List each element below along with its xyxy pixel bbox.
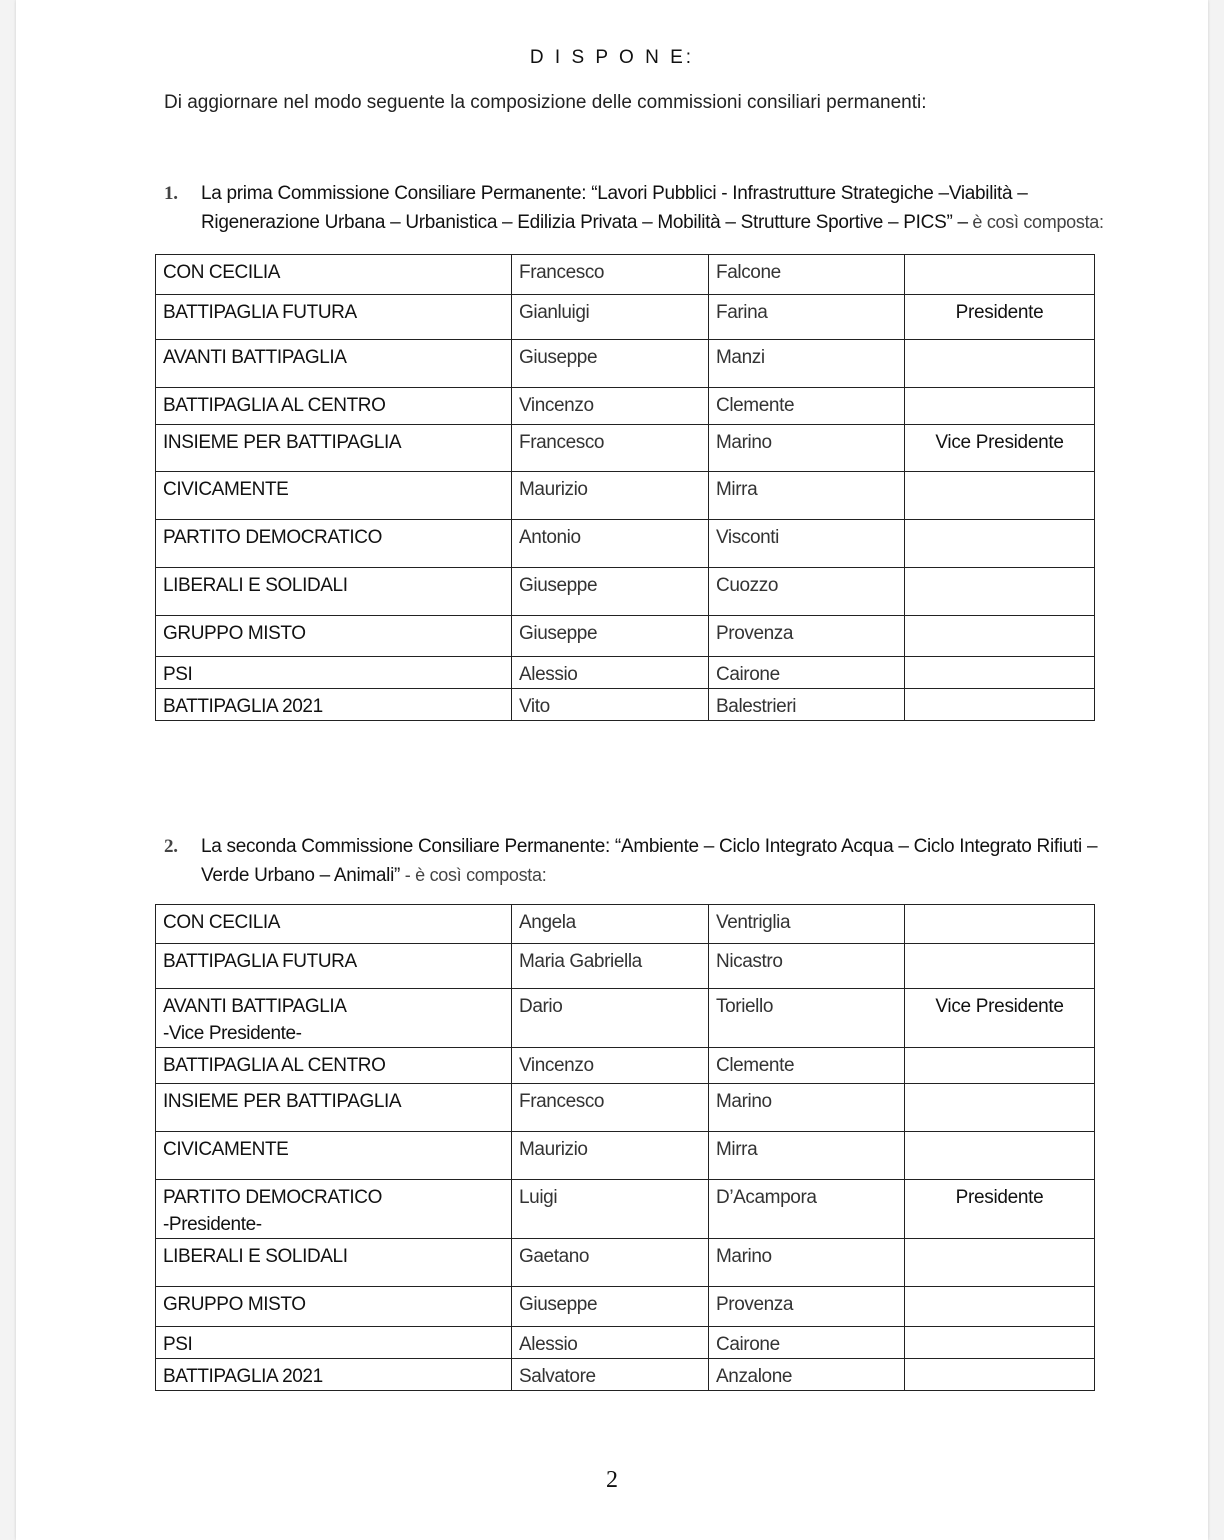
- first-name-cell: Francesco: [512, 1084, 709, 1132]
- table-row: [156, 905, 1095, 944]
- last-name-cell: Nicastro: [709, 944, 905, 989]
- group-name: CON CECILIA: [163, 912, 281, 933]
- group-role-note: -Presidente-: [163, 1214, 262, 1235]
- role-cell: [905, 1239, 1095, 1287]
- first-name-cell: Vito: [512, 689, 709, 721]
- role-cell: [905, 255, 1095, 295]
- last-name-cell: Marino: [709, 1239, 905, 1287]
- last-name-cell: Visconti: [709, 520, 905, 568]
- last-name-cell: Mirra: [709, 1132, 905, 1180]
- table-row: [156, 1084, 1095, 1132]
- first-name-cell: Francesco: [512, 425, 709, 472]
- role-cell: [905, 520, 1095, 568]
- group-name: PSI: [163, 1334, 193, 1355]
- table-row: [156, 295, 1095, 340]
- group-name: LIBERALI E SOLIDALI: [163, 1246, 348, 1267]
- first-name-cell: Gaetano: [512, 1239, 709, 1287]
- table-row: [156, 689, 1095, 721]
- table-row: [156, 944, 1095, 989]
- group-name: INSIEME PER BATTIPAGLIA: [163, 432, 402, 453]
- first-name-cell: Salvatore: [512, 1359, 709, 1391]
- last-name-cell: D’Acampora: [709, 1180, 905, 1239]
- table-row: [156, 520, 1095, 568]
- table-row: [156, 568, 1095, 616]
- group-cell: [156, 1132, 512, 1180]
- section-title-main: La seconda Commissione Consiliare Permanente: “Ambiente – Ciclo Integrato Acqua – Ciclo Integrato Rifiuti – Verde Urbano – Animali”: [201, 836, 1098, 886]
- first-name-cell: Giuseppe: [512, 616, 709, 657]
- group-cell: [156, 255, 512, 295]
- role-cell: [905, 1048, 1095, 1084]
- section-title-text: [201, 833, 1114, 890]
- role-cell: [905, 616, 1095, 657]
- table-row: [156, 1239, 1095, 1287]
- first-name-cell: Giuseppe: [512, 1287, 709, 1327]
- section-title-main: La prima Commissione Consiliare Permanente: “Lavori Pubblici - Infrastrutture Strategiche –Viabilità – Rigenerazione Urbana – Urbanistica – Edilizia Privata – Mobilità – Strutture Sportive – PICS” –: [201, 183, 1028, 233]
- table-row: [156, 1132, 1095, 1180]
- last-name-cell: Clemente: [709, 1048, 905, 1084]
- group-cell: [156, 616, 512, 657]
- table-row: [156, 1048, 1095, 1084]
- section-number: 1.: [164, 183, 178, 204]
- group-cell: [156, 520, 512, 568]
- group-name: BATTIPAGLIA AL CENTRO: [163, 1055, 386, 1076]
- first-name-cell: Giuseppe: [512, 340, 709, 388]
- group-name: INSIEME PER BATTIPAGLIA: [163, 1091, 402, 1112]
- group-name: LIBERALI E SOLIDALI: [163, 575, 348, 596]
- last-name-cell: Manzi: [709, 340, 905, 388]
- group-cell: [156, 1084, 512, 1132]
- role-cell: [905, 689, 1095, 721]
- group-cell: [156, 1359, 512, 1391]
- role-cell: Vice Presidente: [905, 989, 1095, 1048]
- group-cell: [156, 568, 512, 616]
- table-row: [156, 388, 1095, 425]
- table-row: [156, 255, 1095, 295]
- role-cell: Vice Presidente: [905, 425, 1095, 472]
- group-name: BATTIPAGLIA FUTURA: [163, 951, 357, 972]
- table-row: [156, 616, 1095, 657]
- group-cell: [156, 989, 512, 1048]
- group-name: PSI: [163, 664, 193, 685]
- last-name-cell: Marino: [709, 1084, 905, 1132]
- first-name-cell: Alessio: [512, 1327, 709, 1359]
- section-title-suffix: è così composta:: [967, 212, 1104, 232]
- first-name-cell: Gianluigi: [512, 295, 709, 340]
- table-row: [156, 657, 1095, 689]
- table-row: [156, 989, 1095, 1048]
- group-name: PARTITO DEMOCRATICO: [163, 527, 383, 548]
- group-name: CIVICAMENTE: [163, 1139, 289, 1160]
- role-cell: [905, 1084, 1095, 1132]
- last-name-cell: Ventriglia: [709, 905, 905, 944]
- role-cell: [905, 944, 1095, 989]
- role-cell: [905, 657, 1095, 689]
- section-title-text: [201, 180, 1114, 237]
- group-name: BATTIPAGLIA AL CENTRO: [163, 395, 386, 416]
- first-name-cell: Francesco: [512, 255, 709, 295]
- role-cell: [905, 568, 1095, 616]
- last-name-cell: Clemente: [709, 388, 905, 425]
- last-name-cell: Mirra: [709, 472, 905, 520]
- section-2-title: [164, 833, 1114, 890]
- group-cell: [156, 1287, 512, 1327]
- table-row: [156, 340, 1095, 388]
- last-name-cell: Provenza: [709, 616, 905, 657]
- role-cell: Presidente: [905, 1180, 1095, 1239]
- page-number: 2: [606, 1467, 618, 1493]
- group-cell: [156, 657, 512, 689]
- group-name: PARTITO DEMOCRATICO: [163, 1187, 383, 1208]
- first-name-cell: Vincenzo: [512, 1048, 709, 1084]
- document-heading: D I S P O N E:: [529, 47, 695, 68]
- last-name-cell: Marino: [709, 425, 905, 472]
- last-name-cell: Cairone: [709, 1327, 905, 1359]
- role-cell: [905, 1132, 1095, 1180]
- role-cell: [905, 905, 1095, 944]
- group-name: GRUPPO MISTO: [163, 1294, 306, 1315]
- table-row: [156, 1359, 1095, 1391]
- last-name-cell: Anzalone: [709, 1359, 905, 1391]
- group-name: BATTIPAGLIA 2021: [163, 1366, 323, 1387]
- role-cell: [905, 340, 1095, 388]
- document-page: [16, 0, 1208, 1540]
- first-name-cell: Maurizio: [512, 1132, 709, 1180]
- group-name: CIVICAMENTE: [163, 479, 289, 500]
- table-row: [156, 1180, 1095, 1239]
- group-cell: [156, 340, 512, 388]
- table-row: [156, 1287, 1095, 1327]
- commission-2-table: [155, 904, 1095, 1391]
- group-cell: [156, 295, 512, 340]
- last-name-cell: Cairone: [709, 657, 905, 689]
- section-title-suffix: - è così composta:: [400, 865, 547, 885]
- group-role-note: -Vice Presidente-: [163, 1023, 302, 1044]
- section-number: 2.: [164, 836, 178, 857]
- group-name: BATTIPAGLIA 2021: [163, 696, 323, 717]
- group-cell: [156, 905, 512, 944]
- group-cell: [156, 689, 512, 721]
- role-cell: [905, 1359, 1095, 1391]
- last-name-cell: Cuozzo: [709, 568, 905, 616]
- first-name-cell: Giuseppe: [512, 568, 709, 616]
- commission-1-table: [155, 254, 1095, 721]
- group-cell: [156, 388, 512, 425]
- first-name-cell: Angela: [512, 905, 709, 944]
- first-name-cell: Antonio: [512, 520, 709, 568]
- section-1-title: [164, 180, 1114, 237]
- first-name-cell: Luigi: [512, 1180, 709, 1239]
- first-name-cell: Dario: [512, 989, 709, 1048]
- group-name: GRUPPO MISTO: [163, 623, 306, 644]
- last-name-cell: Farina: [709, 295, 905, 340]
- table-row: [156, 425, 1095, 472]
- role-cell: [905, 1327, 1095, 1359]
- last-name-cell: Toriello: [709, 989, 905, 1048]
- group-cell: [156, 425, 512, 472]
- group-cell: [156, 1327, 512, 1359]
- first-name-cell: Vincenzo: [512, 388, 709, 425]
- table-row: [156, 472, 1095, 520]
- group-cell: [156, 1180, 512, 1239]
- intro-text: Di aggiornare nel modo seguente la composizione delle commissioni consiliari permanenti:: [164, 92, 927, 113]
- group-cell: [156, 1048, 512, 1084]
- first-name-cell: Alessio: [512, 657, 709, 689]
- last-name-cell: Provenza: [709, 1287, 905, 1327]
- group-name: BATTIPAGLIA FUTURA: [163, 302, 357, 323]
- last-name-cell: Balestrieri: [709, 689, 905, 721]
- first-name-cell: Maurizio: [512, 472, 709, 520]
- table-row: [156, 1327, 1095, 1359]
- group-name: AVANTI BATTIPAGLIA: [163, 347, 347, 368]
- role-cell: Presidente: [905, 295, 1095, 340]
- role-cell: [905, 1287, 1095, 1327]
- first-name-cell: Maria Gabriella: [512, 944, 709, 989]
- role-cell: [905, 472, 1095, 520]
- role-cell: [905, 388, 1095, 425]
- group-cell: [156, 1239, 512, 1287]
- group-name: AVANTI BATTIPAGLIA: [163, 996, 347, 1017]
- group-name: CON CECILIA: [163, 262, 281, 283]
- group-cell: [156, 944, 512, 989]
- group-cell: [156, 472, 512, 520]
- last-name-cell: Falcone: [709, 255, 905, 295]
